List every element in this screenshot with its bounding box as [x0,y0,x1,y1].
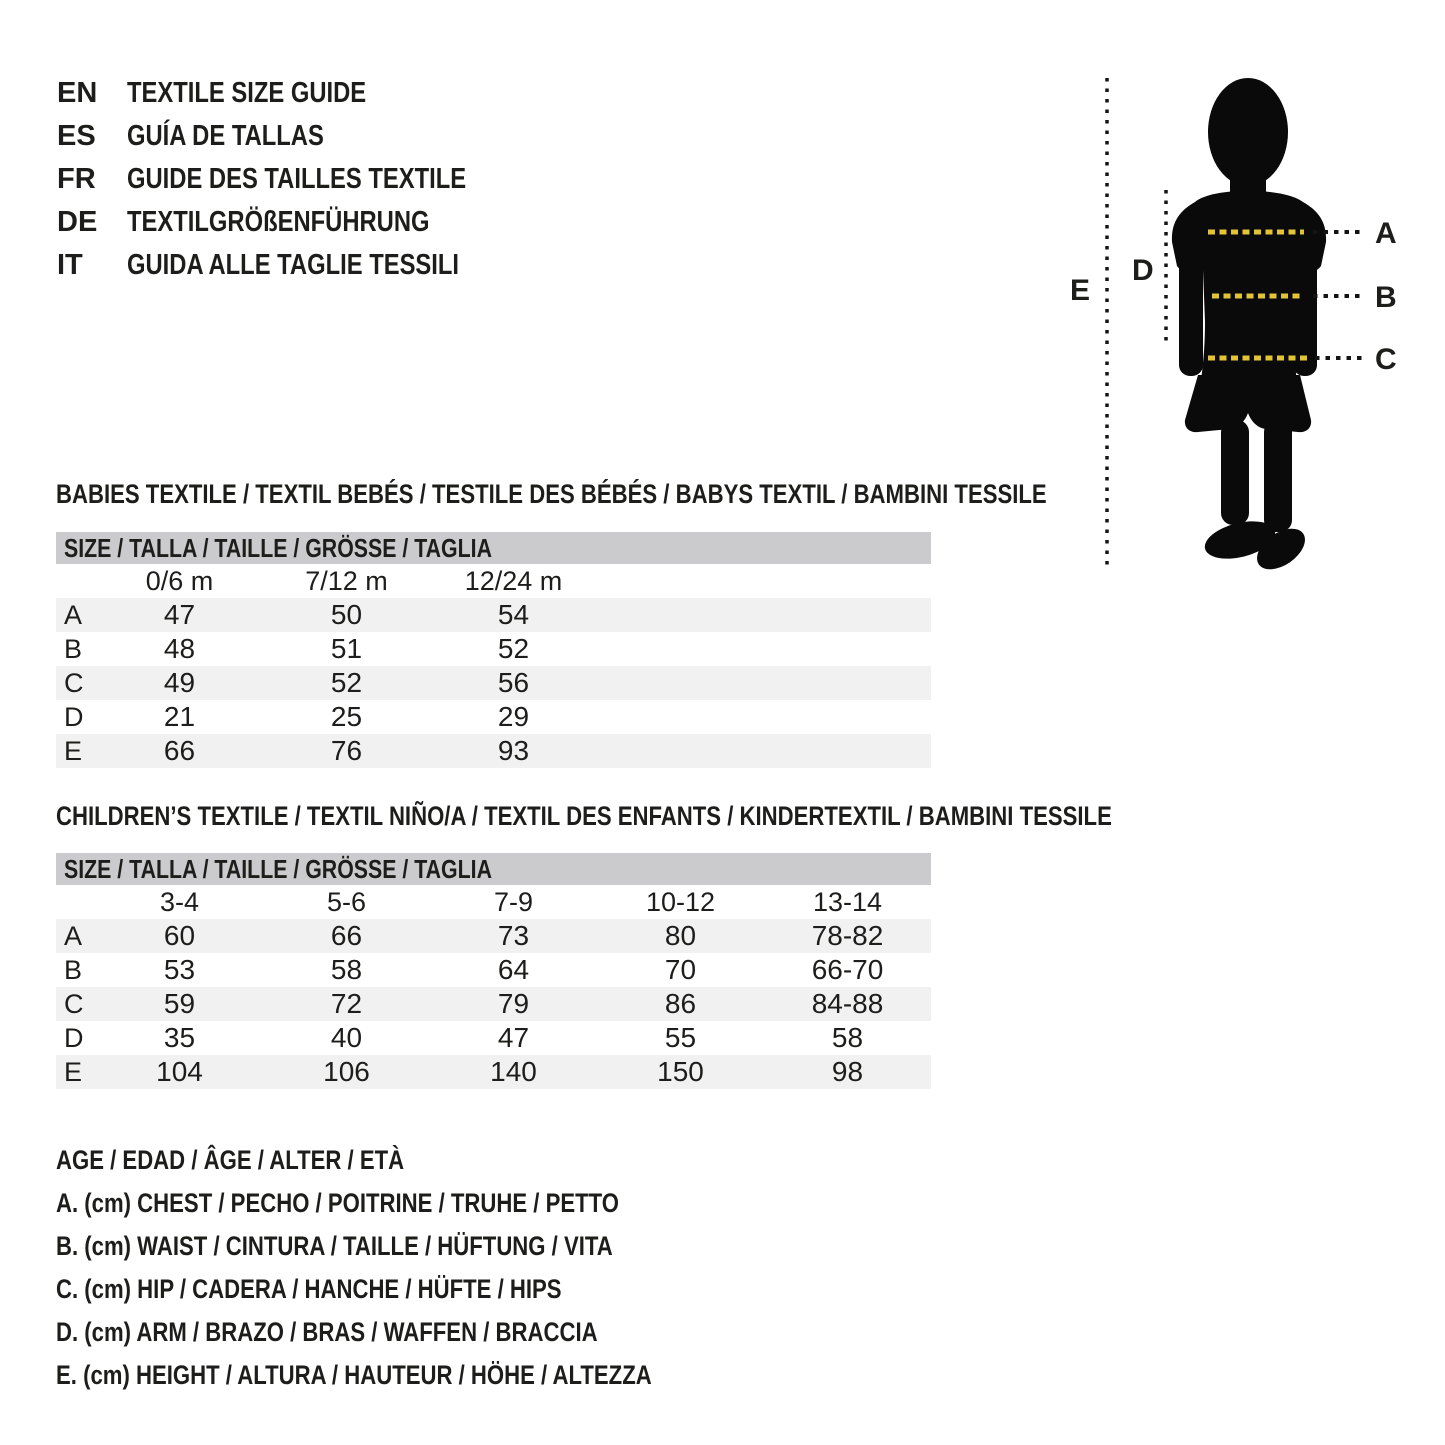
table-row: E 104 106 140 150 98 [56,1055,931,1089]
table-row: A 47 50 54 [56,598,931,632]
language-row-fr [57,158,541,201]
column-header: 12/24 m [464,565,563,596]
arm-label: D [1132,254,1154,287]
children-size-table [56,853,931,1089]
height-label: E [1070,274,1091,307]
column-header: 7-9 [493,886,534,917]
column-header: 13-14 [812,886,883,917]
legend-hip-line: C. (cm) HIP / CADERA / HANCHE / HÜFTE / HIPS [56,1274,562,1304]
size-header-bar: SIZE / TALLA / TAILLE / GRÖSSE / TAGLIA [56,853,931,885]
chest-label: A [1375,217,1397,250]
legend-age-line: AGE / EDAD / ÂGE / ALTER / ETÀ [56,1145,405,1175]
page-title-it: GUIDA ALLE TAGLIE TESSILI [127,249,460,281]
column-header: 5-6 [326,886,367,917]
page-title-es: GUÍA DE TALLAS [127,120,324,152]
language-code: IT [57,249,83,281]
language-code: EN [57,77,98,109]
table-row: B 48 51 52 [64,633,530,664]
language-row-it [57,244,541,287]
legend-chest-line: A. (cm) CHEST / PECHO / POITRINE / TRUHE / PETTO [56,1188,619,1218]
language-code: FR [57,163,96,195]
babies-column-header-row [56,564,931,598]
language-row-de [57,201,541,244]
legend-height-line: E. (cm) HEIGHT / ALTURA / HAUTEUR / HÖHE / ALTEZZA [56,1360,652,1390]
table-row: C 59 72 79 86 84-88 [56,987,931,1021]
children-column-header-row [56,885,931,919]
table-row: D 21 25 29 [64,701,530,732]
language-row-es [57,115,541,158]
column-header: 10-12 [645,886,716,917]
table-row: A 60 66 73 80 78-82 [56,919,931,953]
table-row: B 53 58 64 70 66-70 [64,954,884,985]
language-code: DE [57,206,98,238]
table-row: C 49 52 56 [56,666,931,700]
measurement-legend [56,1139,782,1397]
page-title-de: TEXTILGRÖßENFÜHRUNG [127,206,430,238]
column-header: 0/6 m [145,565,214,596]
size-header-bar: SIZE / TALLA / TAILLE / GRÖSSE / TAGLIA [56,532,931,564]
child-measurement-figure [1060,70,1445,590]
table-row: E 66 76 93 [56,734,931,768]
legend-arm-line: D. (cm) ARM / BRAZO / BRAS / WAFFEN / BRACCIA [56,1317,598,1347]
language-row-en [57,72,541,115]
babies-size-table [56,532,931,768]
legend-waist-line: B. (cm) WAIST / CINTURA / TAILLE / HÜFTUNG / VITA [56,1231,613,1261]
page-title-en: TEXTILE SIZE GUIDE [127,77,367,109]
children-section-title: CHILDREN’S TEXTILE / TEXTIL NIÑO/A / TEXTIL DES ENFANTS / KINDERTEXTIL / BAMBINI TESSILE [56,801,1112,831]
column-header: 3-4 [159,886,200,917]
babies-section-title: BABIES TEXTILE / TEXTIL BEBÉS / TESTILE DES BÉBÉS / BABYS TEXTIL / BAMBINI TESSILE [56,479,1047,509]
language-title-list [57,72,541,287]
page-title-fr: GUIDE DES TAILLES TEXTILE [127,163,467,195]
column-header: 7/12 m [305,565,388,596]
table-row: D 35 40 47 55 58 [64,1022,864,1053]
language-code: ES [57,120,96,152]
waist-label: B [1375,281,1397,314]
hip-label: C [1375,343,1397,376]
